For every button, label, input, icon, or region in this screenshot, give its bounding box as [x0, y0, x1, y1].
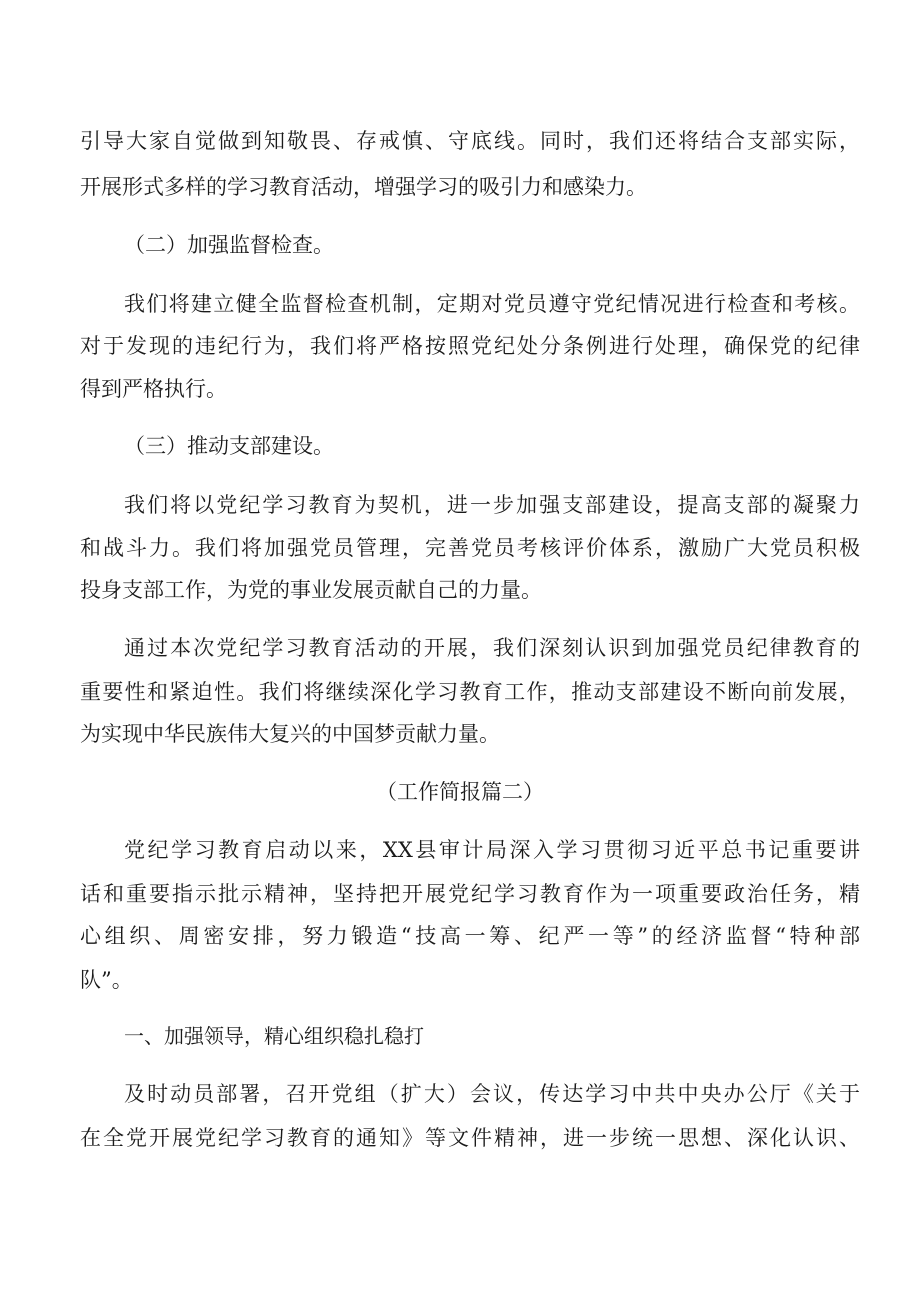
- section-heading: （二）加强监督检查。: [124, 233, 334, 257]
- paragraph-line: 引导大家自觉做到知敬畏、存戒慎、守底线。同时，我们还将结合支部实际，: [80, 129, 860, 153]
- paragraph-line: 重要性和紧迫性。我们将继续深化学习教育工作，推动支部建设不断向前发展，: [80, 680, 860, 704]
- section-heading: （三）推动支部建设。: [124, 434, 334, 458]
- paragraph-line: 投身支部工作，为党的事业发展贡献自己的力量。: [80, 578, 542, 602]
- paragraph-line: 在全党开展党纪学习教育的通知》等文件精神，进一步统一思想、深化认识、: [80, 1126, 860, 1150]
- paragraph-line: 我们将建立健全监督检查机制，定期对党员遵守党纪情况进行检查和考核。: [124, 292, 860, 316]
- paragraph-line: 对于发现的违纪行为，我们将严格按照党纪处分条例进行处理，确保党的纪律: [80, 334, 860, 358]
- paragraph-line: 得到严格执行。: [80, 377, 227, 401]
- paragraph-line: 开展形式多样的学习教育活动，增强学习的吸引力和感染力。: [80, 175, 647, 199]
- paragraph-line: 我们将以党纪学习教育为契机，进一步加强支部建设，提高支部的凝聚力: [124, 493, 860, 517]
- paragraph-line: 队”。: [80, 968, 133, 992]
- paragraph-line: 话和重要指示批示精神，坚持把开展党纪学习教育作为一项重要政治任务，精: [80, 882, 860, 906]
- report-subtitle: （工作简报篇二）: [376, 780, 544, 804]
- paragraph-line: 心组织、周密安排，努力锻造“技高一筹、纪严一等”的经济监督“特种部: [80, 924, 860, 948]
- paragraph-line: 通过本次党纪学习教育活动的开展，我们深刻认识到加强党员纪律教育的: [124, 636, 860, 660]
- section-heading: 一、加强领导，精心组织稳扎稳打: [124, 1024, 424, 1048]
- paragraph-line: 和战斗力。我们将加强党员管理，完善党员考核评价体系，激励广大党员积极: [80, 536, 860, 560]
- paragraph-line: 党纪学习教育启动以来，XX县审计局深入学习贯彻习近平总书记重要讲: [124, 838, 860, 862]
- paragraph-line: 及时动员部署，召开党组（扩大）会议，传达学习中共中央办公厅《关于: [124, 1082, 860, 1106]
- paragraph-line: 为实现中华民族伟大复兴的中国梦贡献力量。: [80, 722, 500, 746]
